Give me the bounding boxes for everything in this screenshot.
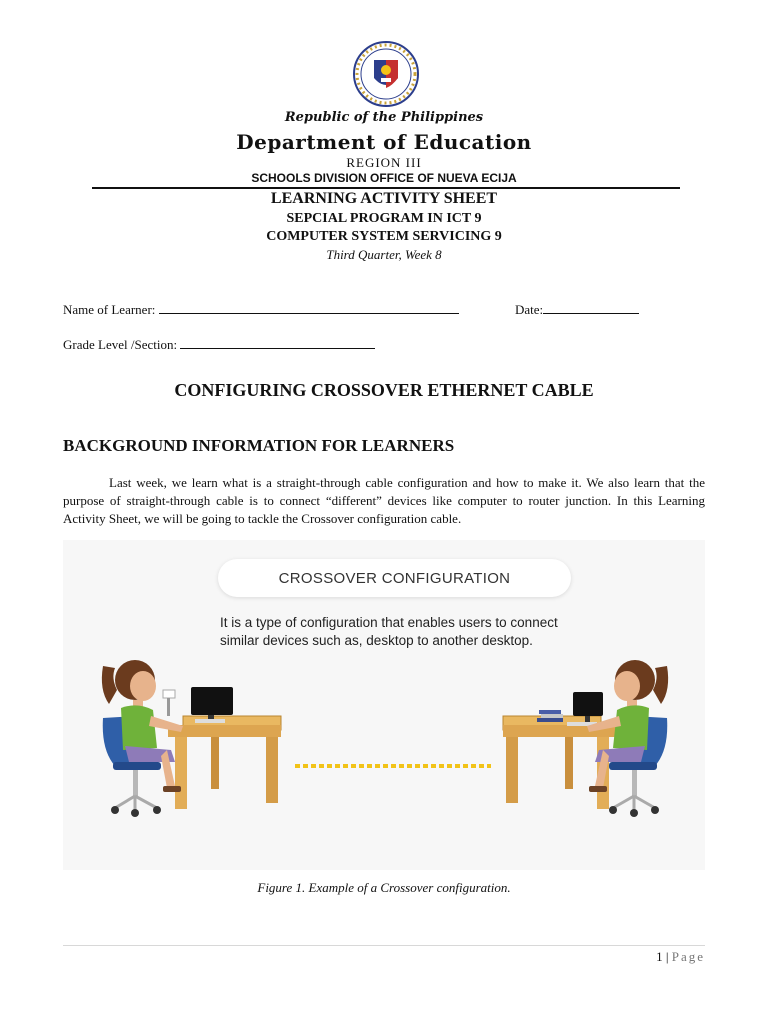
quarter-text: Third Quarter, Week 8 [326, 247, 442, 262]
sheet-title: LEARNING ACTIVITY SHEET [270, 190, 498, 207]
figure-caption: Figure 1. Example of a Crossover configuration. [257, 880, 511, 895]
grade-line[interactable] [180, 336, 375, 349]
region-text: REGION III [346, 155, 422, 170]
lesson-title: CONFIGURING CROSSOVER ETHERNET CABLE [174, 380, 594, 400]
crossover-figure [63, 540, 705, 870]
grade-label: Grade Level /Section: [63, 337, 178, 352]
deped-seal-icon [352, 40, 420, 108]
name-line[interactable] [159, 301, 459, 314]
program-title: SEPCIAL PROGRAM IN ICT 9 [286, 211, 482, 226]
page-number: 1 [656, 949, 663, 964]
figure-description: It is a type of configuration that enables users to connect similar devices such as, desktop to another desktop. [220, 615, 558, 648]
republic-text: Republic of the Philippines [284, 110, 484, 125]
name-label: Name of Learner: [63, 302, 156, 317]
background-heading: BACKGROUND INFORMATION FOR LEARNERS [63, 436, 455, 455]
subject-title: COMPUTER SYSTEM SERVICING 9 [266, 229, 502, 244]
date-line[interactable] [543, 301, 639, 314]
figure-banner: CROSSOVER CONFIGURATION [218, 559, 571, 597]
page-separator: | [665, 949, 669, 964]
date-field[interactable] [515, 301, 639, 318]
footer-divider [63, 945, 705, 946]
page-footer [600, 949, 705, 965]
background-paragraph [63, 474, 705, 528]
header-divider [92, 187, 680, 189]
date-label: Date: [515, 302, 544, 317]
background-text: Last week, we learn what is a straight-through cable configuration and how to make it. We also learn that the purpose of straight-through cable is to connect “different” devices like computer to router junction. In this Learning Activity Sheet, we will be going to tackle the Crossover configuration cable. [63, 475, 705, 526]
deped-seal [352, 40, 420, 108]
name-field[interactable] [63, 301, 459, 318]
department-name: Department of Education [236, 130, 532, 154]
division-text: SCHOOLS DIVISION OFFICE OF NUEVA ECIJA [251, 171, 517, 185]
left-desk [168, 716, 281, 809]
page-label: Page [671, 949, 705, 964]
grade-field[interactable] [63, 336, 375, 353]
